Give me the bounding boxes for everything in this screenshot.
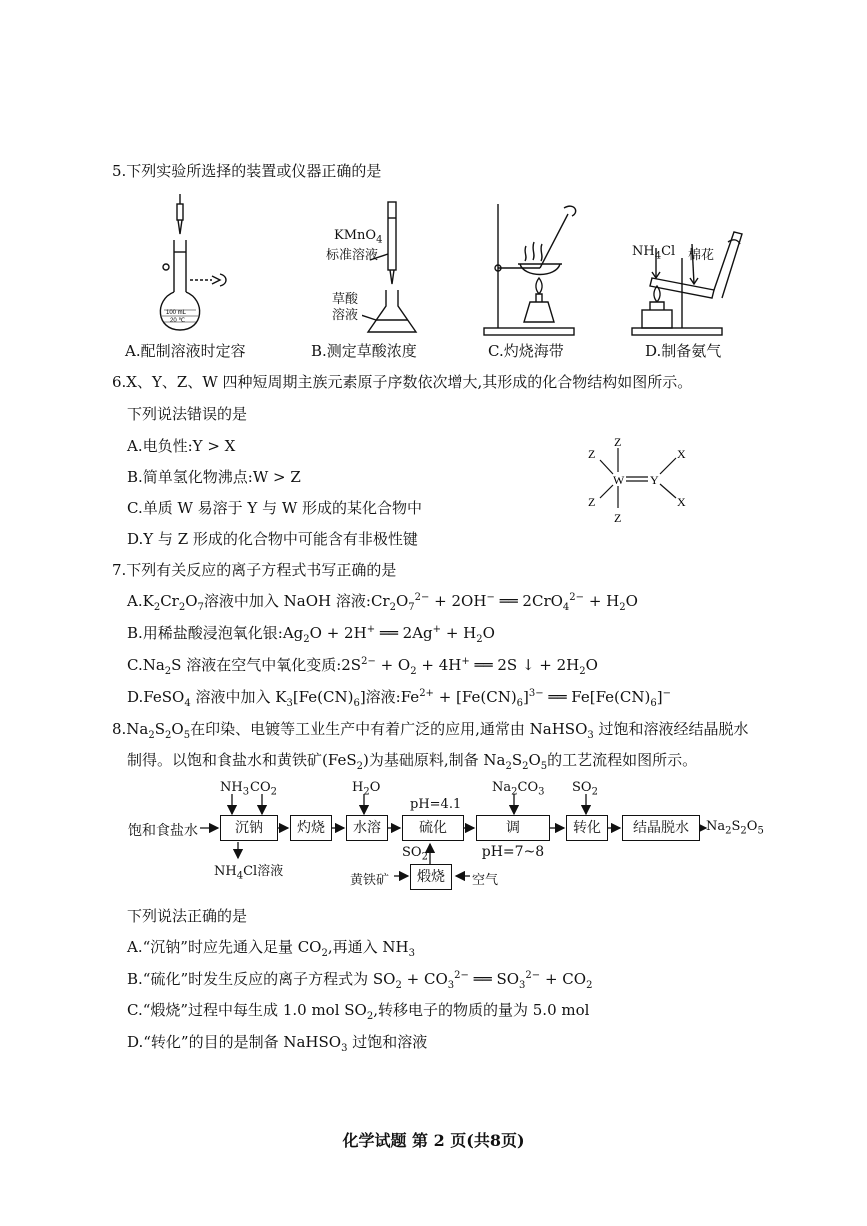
- ammonia-prep-figure: [626, 198, 756, 338]
- q8-option-a: A.“沉钠”时应先通入足量 $CO_2$,再通入 $NH_3$: [127, 938, 415, 959]
- q7-stem: 7.下列有关反应的离子方程式书写正确的是: [112, 561, 397, 579]
- flow-nh3: $NH_3$: [220, 780, 250, 798]
- q6-stem-1: 6.X、Y、Z、W 四种短周期主族元素原子序数依次增大,其形成的化合物结构如图所示。: [112, 373, 693, 391]
- q8-option-c: C.“煅烧”过程中每生成 1.0 mol $SO_2$,转移电子的物质的量为 5.0 mol: [127, 1001, 590, 1022]
- atom-w: W: [613, 473, 625, 487]
- flow-co2: $CO_2$: [250, 780, 277, 798]
- oxalic-label-2: 溶液: [332, 308, 359, 323]
- q7-option-d: D.FeSO$_4$ 溶液中加入 $K_3[Fe(CN)_6]$溶液$:Fe^{2+} + [Fe(CN)_6]^{3-}$ ══ $Fe[Fe(CN)_6]^-$: [127, 688, 671, 709]
- q5-caption-d: D.制备氨气: [645, 342, 722, 360]
- flow-h2o: $H_2O$: [352, 780, 381, 798]
- q6-option-a: A.电负性:Y > X: [127, 437, 236, 455]
- flow-box-adjust-ph: 调pH=7~8: [476, 815, 550, 841]
- q8-option-b: B.“硫化”时发生反应的离子方程式为 $SO_2 + CO_3^{2-}$ ══ $SO_3^{2-} + CO_2$: [127, 970, 593, 991]
- flow-input-brine: 饱和食盐水: [128, 823, 198, 839]
- atom-y: Y: [650, 473, 659, 487]
- flow-box-convert: 转化: [566, 815, 608, 841]
- q5-caption-b: B.测定草酸浓度: [311, 342, 417, 360]
- q5-caption-a: A.配制溶液时定容: [125, 342, 246, 360]
- atom-z-left-bottom: Z: [588, 495, 596, 509]
- q6-option-c: C.单质 W 易溶于 Y 与 W 形成的某化合物中: [127, 499, 423, 517]
- oxalic-label-1: 草酸: [332, 292, 359, 307]
- q7-option-c: $C.Na_2S$ 溶液在空气中氧化变质$:2S^{2-} + O_2 + 4H^+$ ══ 2S ↓ + $2H_2O$: [127, 656, 598, 677]
- kmno4-label: KMnO$_4$: [334, 228, 383, 246]
- molecule-structure: [580, 432, 700, 524]
- flow-box-dissolve: 水溶: [346, 815, 388, 841]
- q5-caption-c: C.灼烧海带: [488, 342, 564, 360]
- q8-option-d: D.“转化”的目的是制备 NaHSO$_3$ 过饱和溶液: [127, 1033, 428, 1054]
- kelp-burning-figure: [478, 198, 588, 338]
- flow-box-crystallize: 结晶脱水: [622, 815, 700, 841]
- flow-box-roast: 煅烧: [410, 864, 452, 890]
- nh4cl-label: $NH_4Cl$: [632, 244, 676, 262]
- flask-volume-label: 100 mL: [166, 310, 187, 316]
- q8-stem-3: 下列说法正确的是: [127, 907, 248, 925]
- q7-option-a: $A.K_2Cr_2O_7$溶液中加入 NaOH 溶液$:Cr_2O_7^{2-} + 2OH^-$ ══ $2CrO_4^{2-} + H_2O$: [127, 592, 638, 613]
- flask-temp-label: 20 ℃: [170, 318, 186, 324]
- volumetric-flask-figure: [150, 192, 240, 337]
- page-footer: 化学试题 第 2 页(共8页): [342, 1131, 525, 1150]
- flow-box-calcine: 灼烧: [290, 815, 332, 841]
- standard-solution-label: 标准溶液: [326, 248, 379, 263]
- flow-product: $Na_2S_2O_5$: [706, 819, 764, 837]
- flow-na2co3: $Na_2CO_3$: [492, 780, 545, 798]
- cotton-label: 棉花: [688, 248, 715, 263]
- flow-so2-top: $SO_2$: [572, 780, 598, 798]
- q8-stem-1: $8.Na_2S_2O_5$在印染、电镀等工业生产中有着广泛的应用,通常由 NaHSO$_3$ 过饱和溶液经结晶脱水: [112, 720, 749, 741]
- atom-x-bottom: X: [677, 495, 686, 509]
- atom-z-top: Z: [614, 435, 622, 449]
- flow-pyrite: 黄铁矿: [350, 873, 390, 888]
- q5-stem: 5.下列实验所选择的装置或仪器正确的是: [112, 162, 382, 180]
- q6-stem-2: 下列说法错误的是: [127, 405, 248, 423]
- flow-box-precipitate-sodium: 沉钠: [220, 815, 278, 841]
- q7-option-b: B.用稀盐酸浸泡氧化银$:Ag_2O + 2H^+$ ══ $2Ag^+ + H_2O$: [127, 624, 495, 645]
- flow-nh4cl-solution: $NH_4Cl$溶液: [214, 864, 284, 882]
- q6-option-b: B.简单氢化物沸点:W > Z: [127, 468, 301, 486]
- atom-z-bottom: Z: [614, 511, 622, 524]
- atom-z-left-top: Z: [588, 447, 596, 461]
- atom-x-top: X: [677, 447, 686, 461]
- flow-box-sulfurize: 硫化: [402, 815, 464, 841]
- flow-so2-mid: $SO_2$: [402, 845, 428, 863]
- q6-option-d: D.Y 与 Z 形成的化合物中可能含有非极性键: [127, 530, 418, 548]
- flow-ph-label: pH=4.1: [410, 797, 462, 812]
- titration-figure: [362, 198, 422, 338]
- q8-stem-2: 制得。以饱和食盐水和黄铁矿(FeS$_2$)为基础原料,制备 $Na_2S_2O_5$的工艺流程如图所示。: [127, 751, 698, 772]
- flow-air: 空气: [472, 873, 499, 888]
